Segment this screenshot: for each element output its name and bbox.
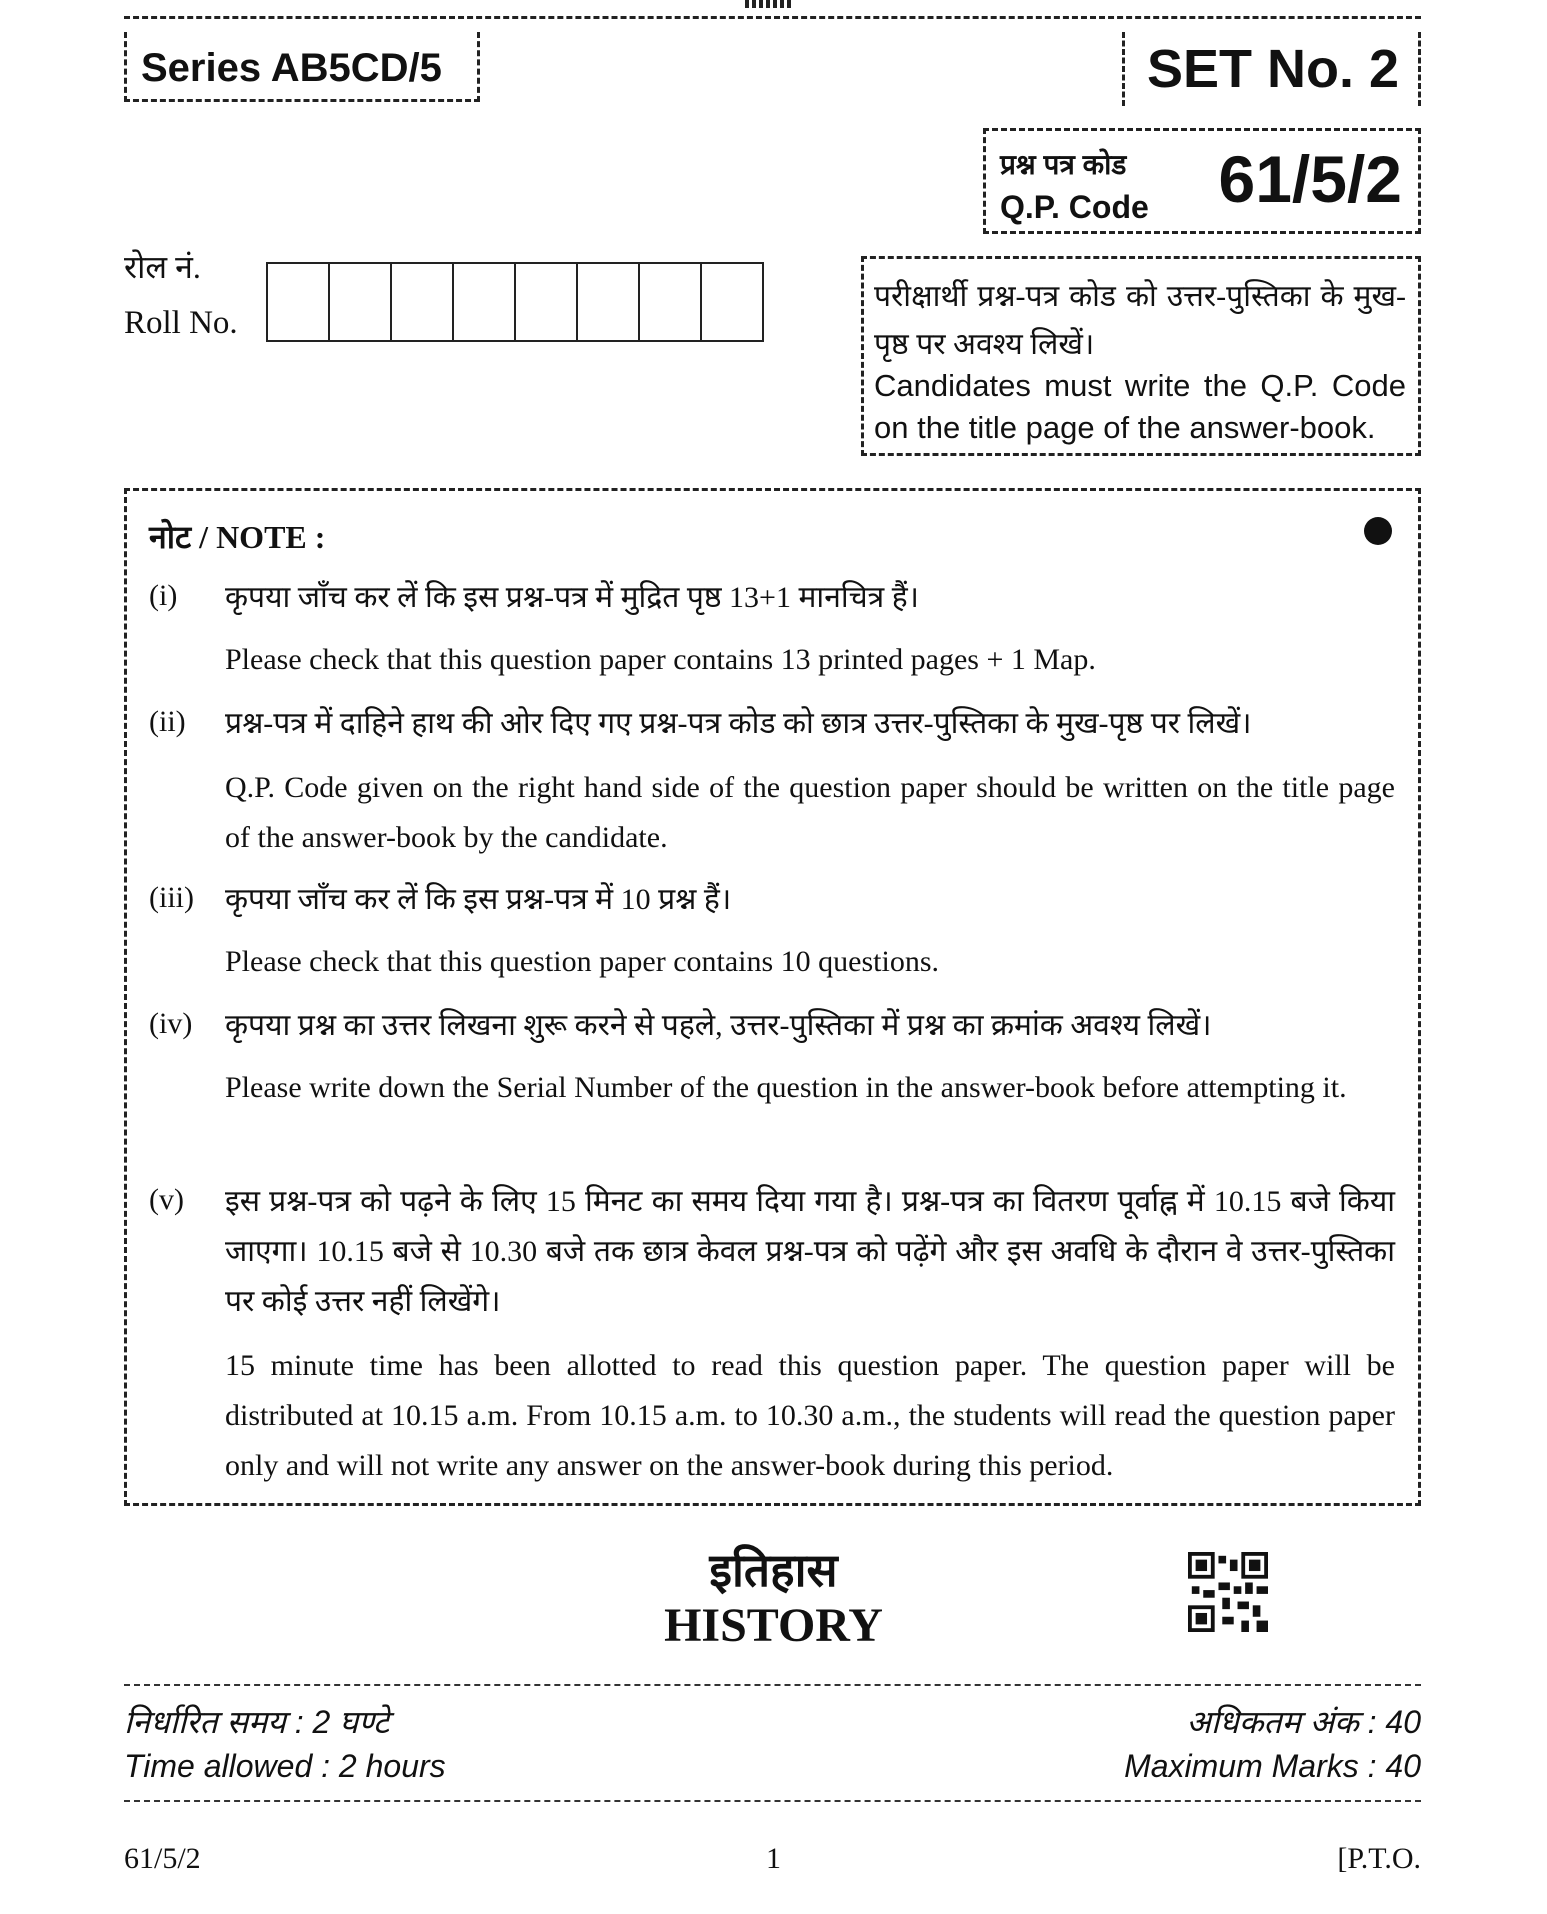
- set-box: [1122, 32, 1421, 106]
- max-marks-hindi: अधिकतम अंक : 40: [1186, 1704, 1421, 1740]
- candidate-notice-english: Candidates must write the Q.P. Code on the title page of the answer-book.: [874, 368, 1406, 445]
- note-item-english: Q.P. Code given on the right hand side of the question paper should be written on the title page of the answer-book by the candidate.: [225, 771, 1395, 854]
- note-item-hindi: कृपया जाँच कर लें कि इस प्रश्न-पत्र में 10 प्रश्न हैं।: [225, 883, 732, 916]
- roll-number-boxes: [266, 262, 764, 342]
- note-item-hindi: प्रश्न-पत्र में दाहिने हाथ की ओर दिए गए प्रश्न-पत्र कोड को छात्र उत्तर-पुस्तिका के मुख-पृष्ठ पर लिखें।: [225, 707, 1252, 740]
- note-item-number: (iv): [149, 1007, 193, 1040]
- footer-qp-code: 61/5/2: [124, 1842, 201, 1875]
- note-item-english: Please check that this question paper contains 10 questions.: [225, 945, 940, 978]
- time-allowed-english: Time allowed : 2 hours: [124, 1748, 446, 1784]
- page-number: 1: [766, 1842, 781, 1875]
- divider: [124, 1684, 1421, 1686]
- top-barcode: [745, 0, 793, 8]
- max-marks-english: Maximum Marks : 40: [1124, 1748, 1421, 1784]
- note-item-number: (i): [149, 579, 178, 612]
- qp-code-box: [983, 128, 1421, 234]
- pto-label: [P.T.O.: [1337, 1842, 1421, 1875]
- note-item-english: Please write down the Serial Number of the question in the answer-book before attempting it.: [225, 1071, 1347, 1104]
- roll-label-hindi: रोल नं.: [124, 249, 201, 285]
- roll-digit-box[interactable]: [454, 264, 516, 340]
- bullet-dot-icon: [1364, 517, 1392, 545]
- roll-digit-box[interactable]: [268, 264, 330, 340]
- roll-label-english: Roll No.: [124, 305, 238, 341]
- series-label: Series AB5CD/5: [141, 46, 442, 90]
- note-item-number: (v): [149, 1183, 184, 1216]
- note-item-number: (ii): [149, 705, 186, 738]
- roll-digit-box[interactable]: [640, 264, 702, 340]
- candidate-notice-box: [861, 256, 1421, 456]
- roll-digit-box[interactable]: [578, 264, 640, 340]
- divider: [124, 1800, 1421, 1802]
- note-item-number: (iii): [149, 881, 194, 914]
- top-dashed-rule: [124, 16, 1421, 19]
- note-item-hindi: कृपया प्रश्न का उत्तर लिखना शुरू करने से पहले, उत्तर-पुस्तिका में प्रश्न का क्रमांक अवश्य लिखें।: [225, 1009, 1212, 1042]
- note-title: नोट / NOTE :: [149, 519, 326, 555]
- qp-code-label-english: Q.P. Code: [1000, 189, 1149, 225]
- set-number: SET No. 2: [1147, 39, 1400, 99]
- series-box: [124, 32, 480, 102]
- note-item-english: 15 minute time has been allotted to read this question paper. The question paper will be distributed at 10.15 a.m. From 10.15 a.m. to 10.30 a.m., the students will read the question paper only and will not write any answer on the answer-book during this period.: [225, 1349, 1395, 1482]
- note-box: [124, 488, 1421, 1506]
- subject-title-english: HISTORY: [664, 1599, 883, 1652]
- roll-digit-box[interactable]: [330, 264, 392, 340]
- roll-digit-box[interactable]: [516, 264, 578, 340]
- note-item-english: Please check that this question paper contains 13 printed pages + 1 Map.: [225, 643, 1096, 676]
- note-item-hindi: कृपया जाँच कर लें कि इस प्रश्न-पत्र में मुद्रित पृष्ठ 13+1 मानचित्र हैं।: [225, 581, 920, 614]
- qp-code-value: 61/5/2: [1218, 142, 1402, 216]
- note-item-hindi: इस प्रश्न-पत्र को पढ़ने के लिए 15 मिनट का समय दिया गया है। प्रश्न-पत्र का वितरण पूर्वाह्न में 10.15 बजे किया जाएगा। 10.15 बजे से 10.30 बजे तक छात्र केवल प्रश्न-पत्र को पढ़ेंगे और इस अवधि के दौरान वे उत्तर-पुस्तिका पर कोई उत्तर नहीं लिखेंगे।: [225, 1185, 1395, 1318]
- candidate-notice-hindi: परीक्षार्थी प्रश्न-पत्र कोड को उत्तर-पुस्तिका के मुख-पृष्ठ पर अवश्य लिखें।: [874, 280, 1406, 361]
- qp-code-label-hindi: प्रश्न पत्र कोड: [1000, 149, 1127, 180]
- qr-code-icon: [1188, 1552, 1268, 1632]
- time-allowed-hindi: निर्धारित समय : 2 घण्टे: [124, 1704, 390, 1740]
- roll-digit-box[interactable]: [392, 264, 454, 340]
- roll-digit-box[interactable]: [702, 264, 762, 340]
- subject-title-hindi: इतिहास: [709, 1545, 838, 1596]
